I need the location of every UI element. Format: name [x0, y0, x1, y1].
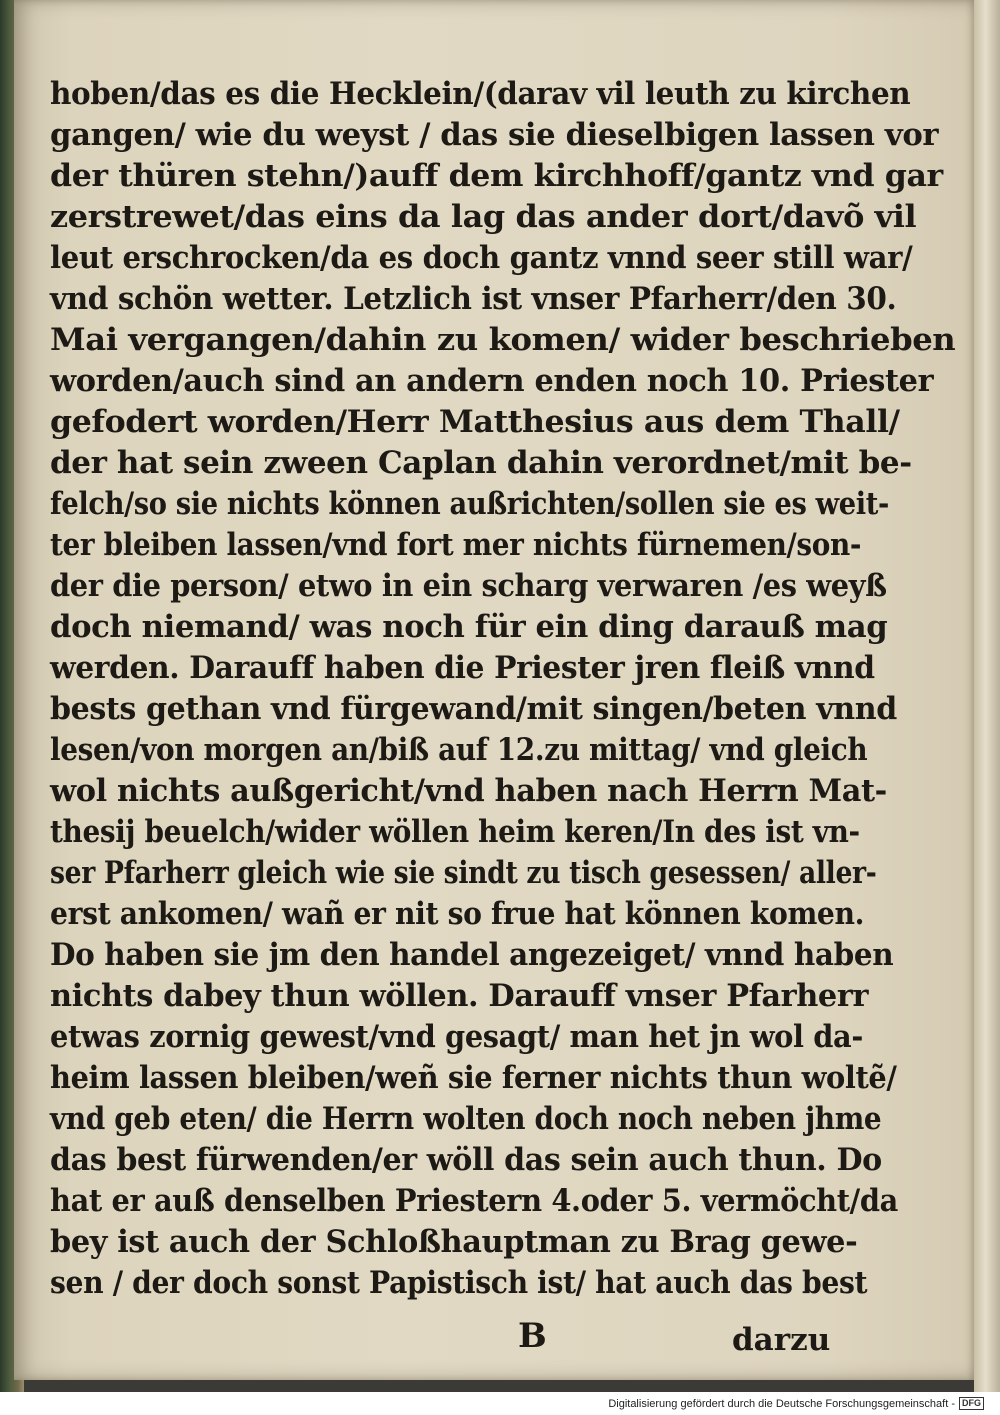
- page-edge: [974, 0, 1000, 1392]
- signature-mark: B: [518, 1316, 547, 1356]
- book-page: [14, 0, 974, 1380]
- text-line: vnd schön wetter. Letzlich ist vnser Pfarherr/den 30.: [50, 281, 897, 317]
- text-line: werden. Darauff haben die Priester jren fleiß vnnd: [50, 650, 875, 686]
- text-line: vnd geb eten/ die Herrn wolten doch noch neben jhme: [50, 1101, 882, 1137]
- credit-text: Digitalisierung gefördert durch die Deutsche Forschungsgemeinschaft -: [608, 1397, 955, 1410]
- text-line: Mai vergangen/dahin zu komen/ wider beschrieben: [50, 322, 956, 358]
- text-line: Do haben sie jm den handel angezeiget/ vnnd haben: [50, 937, 894, 973]
- text-line: erst ankomen/ wañ er nit so frue hat können komen.: [50, 896, 865, 932]
- text-line: der thüren stehn/)auff dem kirchhoff/gantz vnd gar: [50, 158, 943, 194]
- text-line: der die person/ etwo in ein scharg verwaren /es weyß: [50, 568, 887, 604]
- text-line: ter bleiben lassen/vnd fort mer nichts fürnemen/son-: [50, 527, 862, 563]
- text-line: nichts dabey thun wöllen. Darauff vnser Pfarherr: [50, 978, 869, 1014]
- text-line: hoben/das es die Hecklein/(darav vil leuth zu kirchen: [50, 76, 911, 112]
- text-line: thesij beuelch/wider wöllen heim keren/In des ist vn-: [50, 814, 860, 850]
- text-line: zerstrewet/das eins da lag das ander dort/davõ vil: [50, 199, 917, 235]
- text-line: lesen/von morgen an/biß auf 12.zu mittag/ vnd gleich: [50, 732, 868, 768]
- text-line: doch niemand/ was noch für ein ding darauß mag: [50, 609, 888, 645]
- text-line: der hat sein zween Caplan dahin verordnet/mit be-: [50, 445, 912, 481]
- text-line: worden/auch sind an andern enden noch 10. Priester: [50, 363, 934, 399]
- catchword: darzu: [732, 1322, 831, 1358]
- signature-line: [50, 1316, 831, 1358]
- text-line: gangen/ wie du weyst / das sie dieselbigen lassen vor: [50, 117, 939, 153]
- text-line: sen / der doch sonst Papistisch ist/ hat auch das best: [50, 1265, 868, 1301]
- text-line: hat er auß denselben Priestern 4.oder 5. vermöcht/da: [50, 1183, 898, 1219]
- text-line: heim lassen bleiben/weñ sie ferner nichts thun woltẽ/: [50, 1060, 897, 1096]
- text-line: bey ist auch der Schloßhauptman zu Brag gewe-: [50, 1224, 858, 1260]
- text-line: leut erschrocken/da es doch gantz vnnd seer still war/: [50, 240, 913, 276]
- text-line: ser Pfarherr gleich wie sie sindt zu tisch gesessen/ aller-: [50, 855, 877, 891]
- text-line: wol nichts außgericht/vnd haben nach Herrn Mat-: [50, 773, 887, 809]
- text-line: bests gethan vnd fürgewand/mit singen/beten vnnd: [50, 691, 897, 727]
- text-line: das best fürwenden/er wöll das sein auch thun. Do: [50, 1142, 882, 1178]
- text-line: felch/so sie nichts können außrichten/sollen sie es weit-: [50, 486, 890, 522]
- dfg-logo-icon: DFG: [959, 1397, 984, 1410]
- text-line: gefodert worden/Herr Matthesius aus dem Thall/: [50, 404, 900, 440]
- text-line: etwas zornig gewest/vnd gesagt/ man het jn wol da-: [50, 1019, 863, 1055]
- digitization-credit: [608, 1397, 984, 1410]
